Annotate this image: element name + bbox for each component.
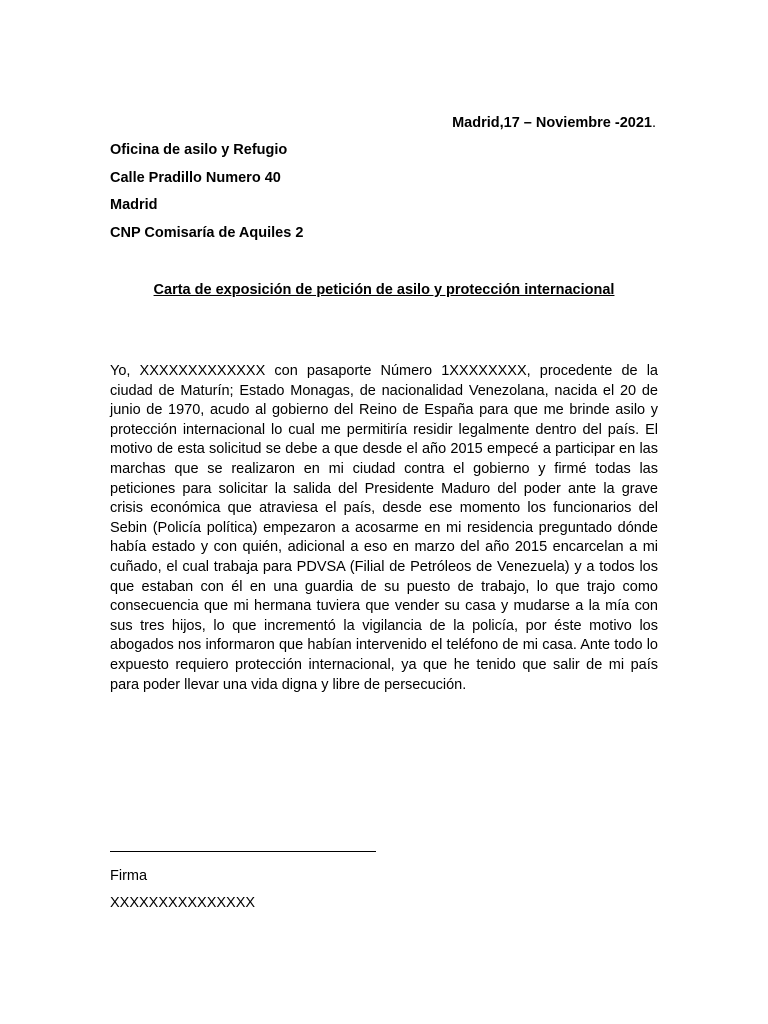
signature-label: Firma bbox=[110, 868, 148, 884]
letter-body: Yo, XXXXXXXXXXXXX con pasaporte Número 1XXXXXXXX, procedente de la ciudad de Maturín; Estado Monagas, de nacionalidad Venezolana, nacida el 20 de junio de 1970, acudo al gobierno del Reino de España para que me brinde asilo y protección internacional lo cual me permitiría residir legalmente dentro del país. El motivo de esta solicitud se debe a que desde el año 2015 empecé a participar en las marchas que se realizaron en mi ciudad contra el gobierno y firmé todas las peticiones para solicitar la salida del Presidente Maduro del poder ante la grave crisis económica que atraviesa el país, desde ese momento los funcionarios del Sebin (Policía política) empezaron a acosarme en mi residencia preguntado dónde había estado y con quién, adicional a eso en marzo del año 2015 encarcelan a mi cuñado, el cual trabaja para PDVSA (Filial de Petróleos de Venezuela) y a todos los que estaban con él en una guardia de su puesto de trabajo, lo que trajo como consecuencia que mi hermana tuviera que vender su casa y mudarse a la mía con sus tres hijos, lo que incrementó la vigilancia de la policía, por éste motivo los abogados nos informaron que habían intervenido el teléfono de mi casa. Ante todo lo expuesto requiero protección internacional, ya que he tenido que salir de mi país para poder llevar una vida digna y libre de persecución. bbox=[110, 363, 658, 693]
recipient-station: CNP Comisaría de Aquiles 2 bbox=[110, 225, 304, 241]
recipient-street: Calle Pradillo Numero 40 bbox=[110, 170, 281, 186]
date-period: . bbox=[651, 115, 656, 131]
letter-date bbox=[452, 115, 656, 131]
date-text: Madrid,17 – Noviembre -2021 bbox=[452, 115, 652, 131]
signature-line bbox=[110, 851, 376, 852]
letter-subject: Carta de exposición de petición de asilo y protección internacional bbox=[153, 282, 615, 298]
signature-name: XXXXXXXXXXXXXXX bbox=[110, 895, 256, 911]
recipient-city: Madrid bbox=[110, 197, 158, 213]
recipient-office: Oficina de asilo y Refugio bbox=[110, 142, 288, 158]
